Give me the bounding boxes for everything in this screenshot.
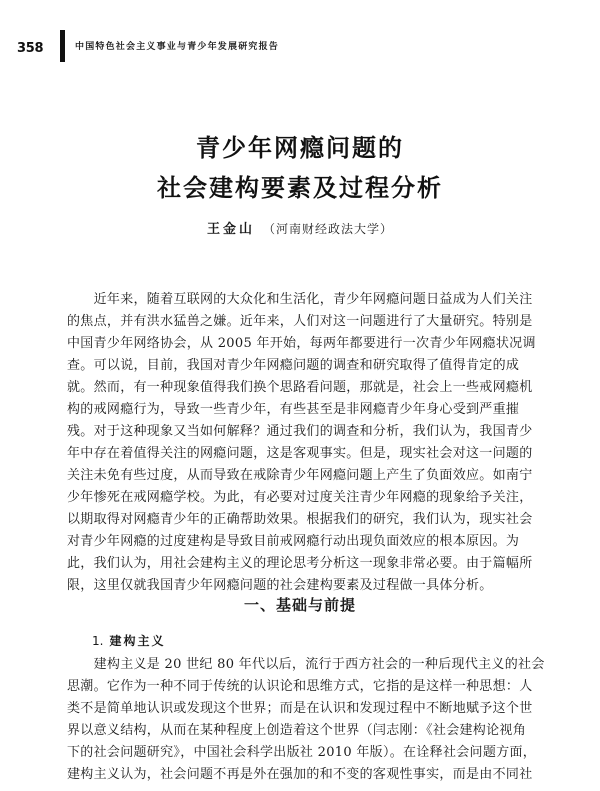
text-line: 查。可以说，目前，我国对青少年网瘾问题的调查和研究取得了值得肯定的成 bbox=[67, 358, 520, 373]
author-affiliation: （河南财经政法大学） bbox=[263, 222, 394, 236]
text-line: 以期取得对网瘾青少年的正确帮助效果。根据我们的研究，我们认为，现实社会 bbox=[67, 512, 533, 527]
text-line: 此，我们认为，用社会建构主义的理论思考分析这一现象非常必要。由于篇幅所 bbox=[67, 556, 533, 571]
text-line: 年中存在着值得关注的网瘾问题，这是客观事实。但是，现实社会对这一问题的 bbox=[67, 446, 533, 461]
subsection-title: 建构主义 bbox=[109, 634, 166, 648]
section-paragraph bbox=[67, 654, 553, 786]
text-line: 界以意义结构，从而在某种程度上创造着这个世界（闫志刚：《社会建构论视角 bbox=[67, 723, 527, 738]
text-line: 思潮。它作为一种不同于传统的认识论和思维方式，它指的是这样一种思想：人 bbox=[67, 679, 533, 694]
text-line: 限，这里仅就我国青少年网瘾问题的社会建构要素及过程做一具体分析。 bbox=[67, 578, 493, 593]
running-head bbox=[17, 30, 587, 62]
article-title-line-1: 青少年网瘾问题的 bbox=[196, 134, 404, 162]
text-line: 关注未免有些过度，从而导致在戒除青少年网瘾问题上产生了负面效应。如南宁 bbox=[67, 468, 533, 483]
book-title: 中国特色社会主义事业与青少年发展研究报告 bbox=[75, 42, 280, 52]
author-name: 王金山 bbox=[206, 222, 255, 237]
subsection-number: 1. bbox=[92, 634, 104, 648]
text-line: 就。然而，有一种现象值得我们换个思路看问题，那就是，社会上一些戒网瘾机 bbox=[67, 380, 533, 395]
header-rule bbox=[60, 30, 65, 62]
text-line: 建构主义是 20 世纪 80 年代以后，流行于西方社会的一种后现代主义的社会 bbox=[67, 657, 545, 672]
byline bbox=[0, 218, 600, 237]
subsection-heading bbox=[92, 632, 165, 649]
text-line: 构的戒网瘾行为，导致一些青少年，有些甚至是非网瘾青少年身心受到严重摧 bbox=[67, 402, 520, 417]
text-line: 下的社会问题研究》，中国社会科学出版社 2010 年版）。在诠释社会问题方面， bbox=[67, 745, 537, 760]
intro-paragraph bbox=[67, 289, 553, 597]
text-line: 近年来，随着互联网的大众化和生活化，青少年网瘾问题日益成为人们关注 bbox=[67, 292, 533, 307]
text-line: 中国青少年网络协会，从 2005 年开始，每两年都要进行一次青少年网瘾状况调 bbox=[67, 336, 536, 351]
article-title-line-2: 社会建构要素及过程分析 bbox=[157, 174, 443, 202]
text-line: 少年惨死在戒网瘾学校。为此，有必要对过度关注青少年网瘾的现象给予关注， bbox=[67, 490, 533, 505]
text-line: 残。对于这种现象又当如何解释？通过我们的调查和分析，我们认为，我国青少 bbox=[67, 424, 533, 439]
text-line: 的焦点，并有洪水猛兽之嫌。近年来，人们对这一问题进行了大量研究。特别是 bbox=[67, 314, 533, 329]
text-line: 建构主义认为，社会问题不再是外在强加的和不变的客观性事实，而是由不同社 bbox=[67, 767, 533, 782]
section-heading: 一、基础与前提 bbox=[243, 596, 356, 614]
text-line: 类不是简单地认识或发现这个世界；而是在认识和发现过程中不断地赋予这个世 bbox=[67, 701, 533, 716]
page-number: 358 bbox=[17, 41, 44, 56]
text-line: 对青少年网瘾的过度建构是导致目前戒网瘾行动出现负面效应的根本原因。为 bbox=[67, 534, 520, 549]
